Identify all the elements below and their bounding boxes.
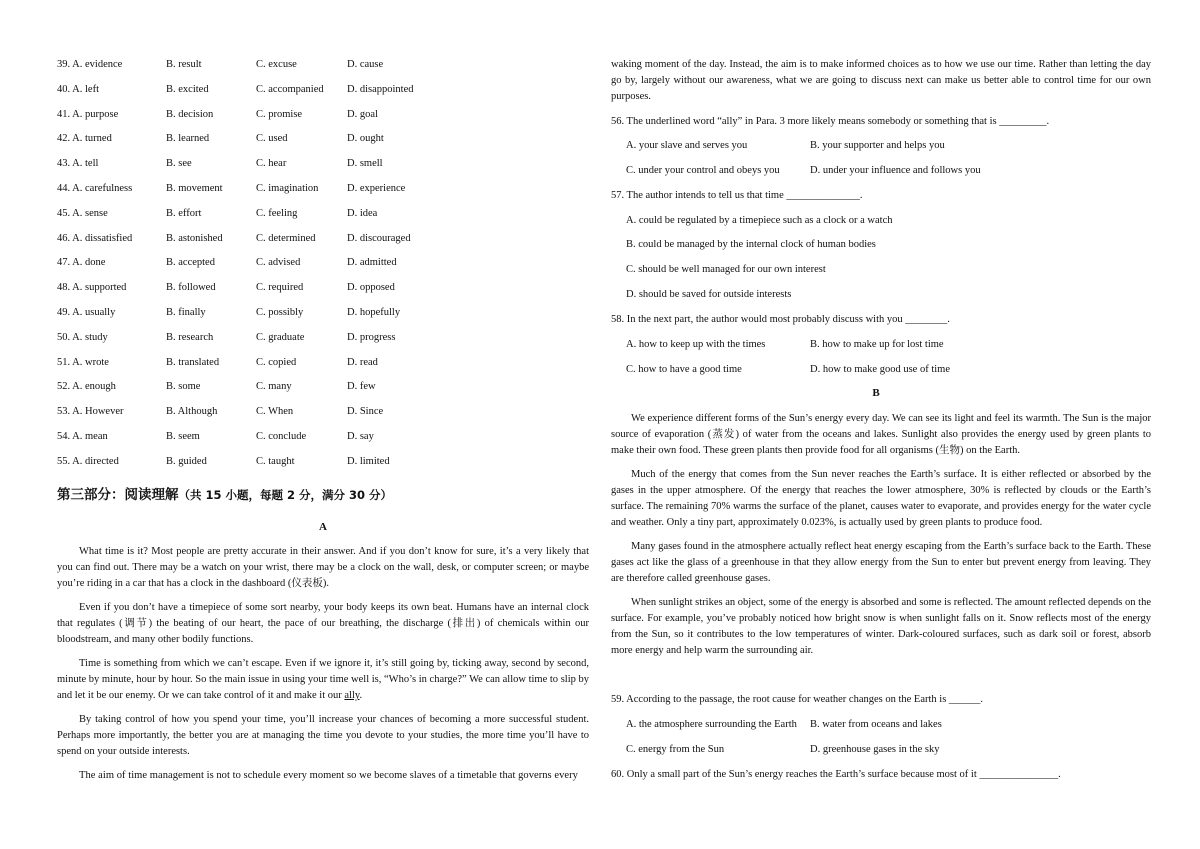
cloze-choice-c xyxy=(256,305,303,321)
cloze-choice-text: B. learned xyxy=(166,133,210,145)
cloze-question-row xyxy=(57,355,589,371)
cloze-choice-text: D. goal xyxy=(347,108,378,120)
cloze-choice-c xyxy=(256,330,304,346)
cloze-choice-text: C. hear xyxy=(256,158,287,170)
cloze-choice-text: D. opposed xyxy=(347,282,395,294)
cloze-question-number: 39. xyxy=(57,59,71,70)
cloze-choice-d xyxy=(347,255,397,271)
cloze-choice-text: C. required xyxy=(256,282,304,294)
cloze-question-number: 51. xyxy=(57,356,71,368)
cloze-choice-c xyxy=(256,131,288,147)
cloze-choice-d xyxy=(347,231,411,247)
cloze-choice-d xyxy=(347,156,383,172)
cloze-choice-text: B. accepted xyxy=(166,257,215,269)
section-title-note: （共 15 小题，每题 2 分，满分 30 分） xyxy=(178,488,393,502)
cloze-choice-c xyxy=(256,57,297,73)
cloze-choice-c xyxy=(256,355,296,371)
section-title xyxy=(57,485,589,505)
passage-a-paragraph-5-continued: waking moment of the day. Instead, the aim is to make informed choices as to how we use our time. Rather than letting the day go by, largely without our awareness, what we are going to discuss next can make us better able to control time for our own purposes. xyxy=(611,59,1151,102)
passage-a-paragraph-1: What time is it? Most people are pretty accurate in their answer. And if you don’t know for sure, it’s a very likely that you can find out. There may be a watch on your wrist, there may be a clock on the wall, desk, or computer screen; or maybe you’re riding in a car that has a clock in the dashboard (仪表板). xyxy=(57,546,589,589)
cloze-choice-a xyxy=(57,255,105,271)
cloze-choice-d xyxy=(347,404,383,420)
cloze-choice-text: A. sense xyxy=(72,207,108,219)
cloze-choice-a xyxy=(57,429,108,445)
cloze-choice-text: B. followed xyxy=(166,282,216,294)
cloze-choice-c xyxy=(256,255,300,271)
cloze-choice-d xyxy=(347,305,400,321)
cloze-choice-text: D. hopefully xyxy=(347,307,401,318)
cloze-choice-text: B. astonished xyxy=(166,232,223,244)
cloze-question-number: 42. xyxy=(57,133,71,145)
cloze-choice-b xyxy=(166,107,213,123)
cloze-choice-c xyxy=(256,156,286,172)
cloze-choice-text: B. Although xyxy=(166,406,218,418)
cloze-question-number: 40. xyxy=(57,83,71,95)
cloze-choice-text: D. experience xyxy=(347,183,406,194)
cloze-choice-text: D. say xyxy=(347,431,374,442)
cloze-choice-d xyxy=(347,330,395,346)
question-59-choice-a: A. the atmosphere surrounding the Earth xyxy=(626,719,797,730)
cloze-question-number: 45. xyxy=(57,207,71,219)
cloze-choice-a xyxy=(57,379,116,395)
question-57-stem: 57. The author intends to tell us that time ______________. xyxy=(611,190,863,201)
cloze-question-row xyxy=(57,57,589,73)
cloze-question-number: 41. xyxy=(57,108,71,120)
cloze-choice-c xyxy=(256,107,302,123)
cloze-choice-text: C. determined xyxy=(256,232,316,244)
cloze-choice-d xyxy=(347,379,376,395)
cloze-question-number: 53. xyxy=(57,406,71,418)
cloze-choice-b xyxy=(166,305,206,321)
cloze-choice-text: D. ought xyxy=(347,133,384,145)
cloze-question-row xyxy=(57,305,589,321)
cloze-choice-a xyxy=(57,404,124,420)
cloze-choice-text: D. read xyxy=(347,356,378,368)
cloze-question-row xyxy=(57,330,589,346)
cloze-choice-text: D. progress xyxy=(347,331,396,343)
cloze-choice-c xyxy=(256,404,293,420)
passage-a-heading: A xyxy=(319,521,327,533)
cloze-choice-text: B. effort xyxy=(166,207,202,219)
cloze-choice-text: D. Since xyxy=(347,406,384,418)
cloze-choice-text: B. guided xyxy=(166,455,207,467)
passage-a-paragraph-3-text: Time is something from which we can’t escape. Even if we ignore it, it’s still going by, ticking away, second by second, minute by minute, hour by hour. So the main issue in using your time well is, “Who’s in charge?” We can allow time to slip by and let it be our enemy. Or we can take control of it and make it our xyxy=(57,658,589,701)
cloze-choice-text: B. excited xyxy=(166,83,209,95)
cloze-choice-c xyxy=(256,379,292,395)
question-56-choice-d: D. under your influence and follows you xyxy=(810,165,981,176)
cloze-choice-text: A. left xyxy=(72,83,99,95)
cloze-question-row xyxy=(57,404,589,420)
question-56-choice-c: C. under your control and obeys you xyxy=(626,165,780,176)
cloze-choice-b xyxy=(166,429,200,445)
cloze-choice-text: B. some xyxy=(166,381,201,393)
cloze-choice-a xyxy=(57,107,118,123)
cloze-choice-c xyxy=(256,280,303,296)
question-57-choice-b: B. could be managed by the internal clock of human bodies xyxy=(626,239,876,250)
question-56-stem: 56. The underlined word “ally” in Para. 3 more likely means somebody or something that is _________. xyxy=(611,116,1050,127)
cloze-question-row xyxy=(57,280,589,296)
cloze-choice-a xyxy=(57,330,108,346)
passage-b-paragraph-2: Much of the energy that comes from the Sun never reaches the Earth’s surface. It is either reflected or absorbed by the gases in the upper atmosphere. Of the energy that reaches the lower atmosphere, 30% is reflected by clouds or the Earth’s surface. The remaining 70% warms the surface of the planet, causes water to evaporate, and provides energy for the water cycle and weather. Only a tiny part, approximately 0.023%, is actually used by green plants to produce food. xyxy=(611,469,1151,528)
cloze-choice-text: D. discouraged xyxy=(347,232,411,244)
cloze-question-row xyxy=(57,379,589,395)
cloze-choice-b xyxy=(166,206,201,222)
cloze-choice-a xyxy=(57,454,119,470)
cloze-choice-text: C. excuse xyxy=(256,59,297,70)
passage-b-paragraph-4: When sunlight strikes an object, some of the energy is absorbed and some is reflected. The amount reflected depends on the surface. For example, you’ve probably noticed how bright snow is when sunlight falls on it. Snow reflects most of the energy from the Sun, so it contributes to the low temperatures of winter. Dark-coloured surfaces, such as dark soil or forest, absorb more energy and help warm the surrounding air. xyxy=(611,597,1151,656)
question-57-choice-d: D. should be saved for outside interests xyxy=(626,289,792,300)
question-56-choice-a: A. your slave and serves you xyxy=(626,140,748,151)
cloze-choice-text: A. evidence xyxy=(72,59,123,70)
cloze-choice-d xyxy=(347,82,414,98)
cloze-choice-text: C. used xyxy=(256,133,288,145)
passage-a-paragraph-3 xyxy=(57,656,589,704)
cloze-choice-b xyxy=(166,57,202,73)
cloze-choice-text: B. movement xyxy=(166,183,223,194)
passage-a-paragraph-5-start: The aim of time management is not to schedule every moment so we become slaves of a timetable that governs every xyxy=(79,770,578,781)
cloze-choice-b xyxy=(166,181,223,197)
passage-b-paragraph-3: Many gases found in the atmosphere actually reflect heat energy escaping from the Earth’s surface back to the Earth. These gases act like the glass of a greenhouse in that they allow energy from the Sun to enter but prevent energy from leaving. They are therefore called greenhouse gases. xyxy=(611,541,1151,584)
passage-a-paragraph-2: Even if you don’t have a timepiece of some sort nearby, your body keeps its own beat. Humans have an internal clock that regulates (调节) the beating of our heart, the pace of our breathing, the discharge (排出) of chemicals within our bloodstream, and many other bodily functions. xyxy=(57,602,589,645)
question-58-stem: 58. In the next part, the author would most probably discuss with you ________. xyxy=(611,314,950,325)
cloze-choice-text: A. purpose xyxy=(72,108,119,120)
cloze-choice-text: A. supported xyxy=(72,282,127,294)
cloze-choice-b xyxy=(166,404,217,420)
cloze-question-row xyxy=(57,429,589,445)
cloze-question-row xyxy=(57,82,589,98)
cloze-choice-d xyxy=(347,355,378,371)
cloze-choice-b xyxy=(166,355,219,371)
cloze-choice-c xyxy=(256,429,306,445)
cloze-choice-text: A. mean xyxy=(72,431,108,442)
cloze-choice-c xyxy=(256,231,315,247)
cloze-choice-text: D. cause xyxy=(347,59,384,70)
cloze-choice-text: A. carefulness xyxy=(72,183,133,194)
cloze-choice-text: C. feeling xyxy=(256,207,298,219)
cloze-choice-d xyxy=(347,181,405,197)
cloze-choice-d xyxy=(347,429,374,445)
cloze-choice-text: C. taught xyxy=(256,455,295,467)
cloze-question-number: 47. xyxy=(57,257,71,269)
passage-b-heading: B xyxy=(872,387,880,399)
cloze-choice-a xyxy=(57,355,109,371)
passage-b-paragraph-1: We experience different forms of the Sun’s energy every day. We can see its light and feel its warmth. The Sun is the major source of evaporation (蒸发) of water from the oceans and lakes. Sunlight also provides the energy used by green plants to make their own food. These green plants then provide food for all organisms (生物) on the Earth. xyxy=(611,413,1151,456)
question-58-choice-a: A. how to keep up with the times xyxy=(626,339,766,350)
cloze-choice-text: C. promise xyxy=(256,108,303,120)
cloze-choice-d xyxy=(347,107,378,123)
cloze-question-number: 46. xyxy=(57,232,71,244)
cloze-choice-text: D. smell xyxy=(347,158,383,170)
cloze-choice-a xyxy=(57,181,132,197)
cloze-choice-text: A. study xyxy=(72,331,108,343)
cloze-choice-text: A. enough xyxy=(72,381,116,393)
cloze-choice-b xyxy=(166,131,209,147)
cloze-choice-c xyxy=(256,454,295,470)
cloze-choice-text: A. However xyxy=(72,406,124,418)
cloze-choice-text: B. research xyxy=(166,331,214,343)
cloze-choice-d xyxy=(347,57,383,73)
cloze-choice-c xyxy=(256,82,324,98)
cloze-question-number: 48. xyxy=(57,282,71,294)
cloze-question-row xyxy=(57,255,589,271)
cloze-choice-text: B. seem xyxy=(166,431,200,442)
cloze-question-row xyxy=(57,206,589,222)
cloze-choice-text: D. admitted xyxy=(347,257,397,269)
cloze-choice-b xyxy=(166,82,209,98)
cloze-choice-b xyxy=(166,156,192,172)
cloze-question-number: 49. xyxy=(57,307,71,318)
cloze-choice-a xyxy=(57,131,112,147)
cloze-choice-text: A. wrote xyxy=(72,356,109,368)
question-57-choice-a: A. could be regulated by a timepiece such as a clock or a watch xyxy=(626,215,893,226)
cloze-choice-text: C. advised xyxy=(256,257,301,269)
cloze-choice-text: C. accompanied xyxy=(256,83,324,95)
cloze-question-row xyxy=(57,454,589,470)
cloze-question-row xyxy=(57,107,589,123)
cloze-choice-text: A. done xyxy=(72,257,106,269)
cloze-choice-text: C. graduate xyxy=(256,331,305,343)
cloze-choice-text: A. tell xyxy=(72,158,99,170)
cloze-choice-d xyxy=(347,454,390,470)
cloze-choice-text: D. disappointed xyxy=(347,83,414,95)
cloze-choice-b xyxy=(166,379,200,395)
cloze-choice-text: C. copied xyxy=(256,356,297,368)
cloze-choice-a xyxy=(57,231,132,247)
cloze-choice-a xyxy=(57,206,108,222)
cloze-choice-a xyxy=(57,305,115,321)
cloze-choice-text: A. dissatisfied xyxy=(72,232,133,244)
cloze-choice-text: D. idea xyxy=(347,207,378,219)
question-58-choice-c: C. how to have a good time xyxy=(626,364,742,375)
cloze-question-row xyxy=(57,156,589,172)
cloze-choice-text: B. see xyxy=(166,158,192,170)
question-59-stem: 59. According to the passage, the root cause for weather changes on the Earth is ______. xyxy=(611,694,984,705)
underlined-word-ally: ally xyxy=(344,690,360,701)
question-58-choice-d: D. how to make good use of time xyxy=(810,364,950,375)
passage-a-paragraph-4: By taking control of how you spend your time, you’ll increase your chances of becoming a more successful student. Perhaps more importantly, the better you are at managing the time you devote to your studies, the more time you’ll have to spend on your outside interests. xyxy=(57,714,589,757)
cloze-question-number: 55. xyxy=(57,455,71,467)
question-59-choice-c: C. energy from the Sun xyxy=(626,744,725,755)
cloze-question-row xyxy=(57,231,589,247)
cloze-choice-b xyxy=(166,330,213,346)
cloze-choice-text: C. possibly xyxy=(256,307,304,318)
cloze-choice-text: D. limited xyxy=(347,455,390,467)
cloze-question-row xyxy=(57,131,589,147)
cloze-choice-text: B. result xyxy=(166,59,202,70)
question-60-stem: 60. Only a small part of the Sun’s energy reaches the Earth’s surface because most of it _______________. xyxy=(611,769,1061,780)
cloze-choice-c xyxy=(256,181,318,197)
cloze-choice-b xyxy=(166,454,207,470)
cloze-question-number: 54. xyxy=(57,431,71,442)
cloze-question-number: 43. xyxy=(57,158,71,170)
cloze-choice-c xyxy=(256,206,297,222)
cloze-choice-d xyxy=(347,280,395,296)
cloze-choice-text: C. many xyxy=(256,381,292,393)
cloze-choice-a xyxy=(57,280,126,296)
question-57-choice-c: C. should be well managed for our own interest xyxy=(626,264,826,275)
cloze-choice-b xyxy=(166,231,223,247)
cloze-choice-a xyxy=(57,57,122,73)
cloze-question-row xyxy=(57,181,589,197)
cloze-question-number: 44. xyxy=(57,183,71,194)
cloze-choice-b xyxy=(166,255,215,271)
cloze-choice-text: A. directed xyxy=(72,455,119,467)
cloze-choice-text: B. translated xyxy=(166,356,220,368)
question-56-choice-b: B. your supporter and helps you xyxy=(810,140,945,151)
cloze-choice-d xyxy=(347,131,384,147)
cloze-choice-text: A. usually xyxy=(72,307,116,318)
cloze-choice-text: B. decision xyxy=(166,108,214,120)
question-58-choice-b: B. how to make up for lost time xyxy=(810,339,944,350)
cloze-choice-a xyxy=(57,156,98,172)
cloze-question-number: 50. xyxy=(57,331,71,343)
section-title-text: 第三部分：阅读理解 xyxy=(57,487,179,503)
passage-a-paragraph-3-end: . xyxy=(359,690,363,701)
cloze-choice-d xyxy=(347,206,377,222)
question-59-choice-b: B. water from oceans and lakes xyxy=(810,719,942,730)
cloze-choice-text: D. few xyxy=(347,381,376,393)
cloze-choice-a xyxy=(57,82,99,98)
cloze-choice-text: B. finally xyxy=(166,307,206,318)
cloze-choice-text: C. imagination xyxy=(256,183,319,194)
cloze-choice-text: C. When xyxy=(256,406,294,418)
question-59-choice-d: D. greenhouse gases in the sky xyxy=(810,744,940,755)
cloze-choice-b xyxy=(166,280,216,296)
cloze-question-number: 52. xyxy=(57,381,71,393)
cloze-choice-text: C. conclude xyxy=(256,431,307,442)
cloze-choice-text: A. turned xyxy=(72,133,112,145)
